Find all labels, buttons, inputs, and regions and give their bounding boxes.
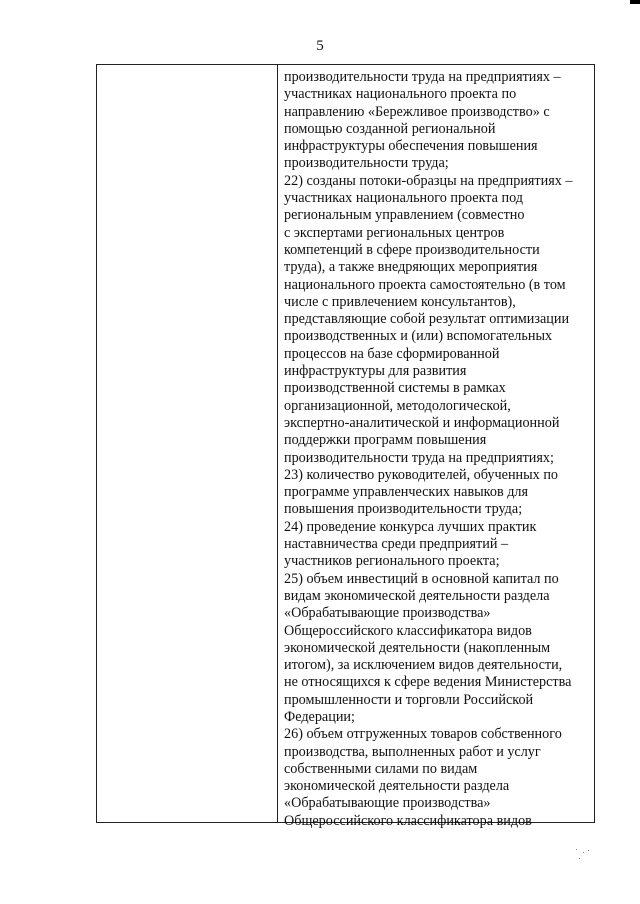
text-line: программе управленческих навыков для bbox=[284, 484, 529, 501]
text-line: не относящихся к сфере ведения Министерства bbox=[284, 674, 572, 691]
page-number: 5 bbox=[316, 38, 324, 54]
text-line: 25) объем инвестиций в основной капитал по bbox=[284, 570, 559, 587]
text-line: с экспертами региональных центров bbox=[284, 224, 505, 241]
text-line: труда), а также внедряющих мероприятия bbox=[284, 259, 538, 276]
text-line: помощью созданной региональной bbox=[284, 120, 496, 137]
text-line: организационной, методологической, bbox=[284, 397, 511, 414]
text-line: направлению «Бережливое производство» с bbox=[284, 103, 550, 120]
text-line: производственной системы в рамках bbox=[284, 380, 506, 397]
text-line: итогом), за исключением видов деятельности, bbox=[284, 657, 563, 674]
text-line: 24) проведение конкурса лучших практик bbox=[284, 518, 537, 535]
text-line: поддержки программ повышения bbox=[284, 432, 487, 449]
text-line: инфраструктуры обеспечения повышения bbox=[284, 138, 538, 155]
text-line: представляющие собой результат оптимизации bbox=[284, 311, 570, 328]
text-line: 22) созданы потоки-образцы на предприятиях – bbox=[284, 172, 573, 189]
table-cell-right bbox=[278, 65, 595, 829]
text-line: национального проекта самостоятельно (в том bbox=[284, 276, 566, 293]
text-line: производительности труда на предприятиях; bbox=[284, 449, 554, 466]
text-line: числе с привлечением консультантов), bbox=[284, 293, 516, 310]
text-line: «Обрабатывающие производства» bbox=[284, 605, 491, 622]
scan-specks bbox=[574, 848, 592, 862]
text-line: наставничества среди предприятий – bbox=[284, 536, 509, 553]
text-line: собственными силами по видам bbox=[284, 760, 478, 777]
text-line: 26) объем отгруженных товаров собственного bbox=[284, 726, 562, 743]
scan-corner-mark bbox=[630, 0, 640, 4]
text-line: участниках национального проекта под bbox=[284, 190, 524, 207]
text-line: экономической деятельности (накопленным bbox=[284, 639, 551, 656]
text-line: видам экономической деятельности раздела bbox=[284, 587, 550, 604]
text-line: экономической деятельности раздела bbox=[284, 778, 510, 795]
text-line: «Обрабатывающие производства» bbox=[284, 795, 491, 812]
text-line: производства, выполненных работ и услуг bbox=[284, 743, 541, 760]
cell-text bbox=[284, 69, 592, 830]
text-line: участниках национального проекта по bbox=[284, 86, 517, 103]
text-line: производительности труда на предприятиях – bbox=[284, 69, 561, 85]
document-table bbox=[96, 64, 595, 829]
text-line: производительности труда; bbox=[284, 155, 449, 172]
table-cell-left bbox=[97, 65, 278, 822]
text-line: Федерации; bbox=[284, 708, 355, 725]
text-line: производственных и (или) вспомогательных bbox=[284, 328, 553, 345]
text-line: экспертно-аналитической и информационной bbox=[284, 414, 560, 431]
text-line: компетенций в сфере производительности bbox=[284, 241, 540, 258]
text-line: Общероссийского классификатора видов bbox=[284, 622, 532, 639]
text-line: региональным управлением (совместно bbox=[284, 207, 525, 224]
text-line: повышения производительности труда; bbox=[284, 501, 523, 518]
text-line: инфраструктуры для развития bbox=[284, 363, 467, 380]
text-line: Общероссийского классификатора видов bbox=[284, 812, 532, 829]
text-line: промышленности и торговли Российской bbox=[284, 691, 534, 708]
text-line: 23) количество руководителей, обученных по bbox=[284, 466, 559, 483]
text-line: участников регионального проекта; bbox=[284, 553, 500, 570]
text-line: процессов на базе сформированной bbox=[284, 345, 500, 362]
